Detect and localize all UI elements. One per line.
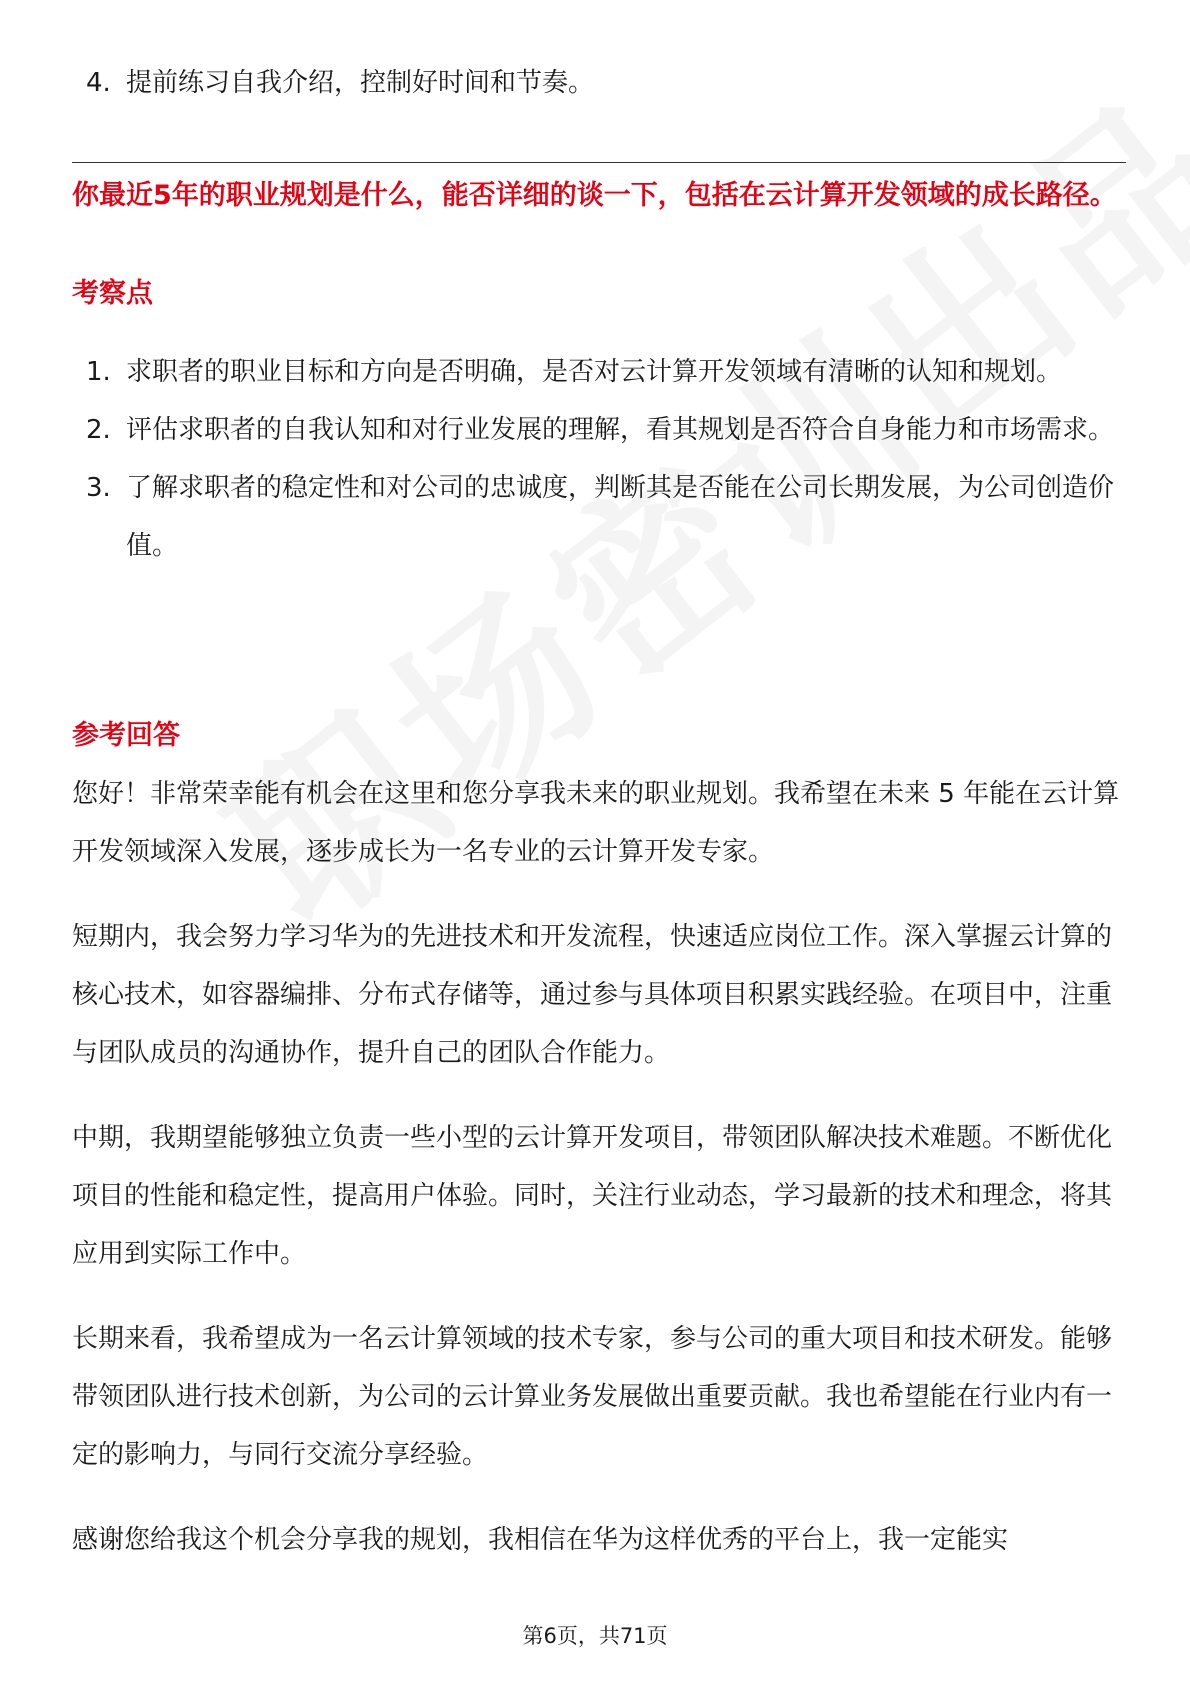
list-item: [72, 401, 1122, 459]
answer-paragraph: 感谢您给我这个机会分享我的规划，我相信在华为这样优秀的平台上，我一定能实: [72, 1525, 1009, 1555]
section-divider: [72, 162, 1126, 163]
list-item-text: 提前练习自我介绍，控制好时间和节奏。: [126, 68, 595, 98]
answer-paragraph: 长期来看，我希望成为一名云计算领域的技术专家，参与公司的重大项目和技术研发。能够带领团队进行技术创新，为公司的云计算业务发展做出重要贡献。我也希望能在行业内有一定的影响力，与同行交流分享经验。: [72, 1324, 1113, 1470]
list-item-number: 1.: [86, 357, 111, 387]
previous-list: [72, 54, 1122, 112]
page-number: 第6页，共71页: [522, 1624, 668, 1648]
list-item: [72, 459, 1122, 575]
list-item-number: 3.: [86, 473, 111, 503]
list-item-text: 求职者的职业目标和方向是否明确，是否对云计算开发领域有清晰的认知和规划。: [126, 357, 1063, 387]
points-list: [72, 343, 1122, 575]
list-item-text: 评估求职者的自我认知和对行业发展的理解，看其规划是否符合自身能力和市场需求。: [126, 415, 1115, 445]
answer-paragraph: 短期内，我会努力学习华为的先进技术和开发流程，快速适应岗位工作。深入掌握云计算的核心技术，如容器编排、分布式存储等，通过参与具体项目积累实践经验。在项目中，注重与团队成员的沟通协作，提升自己的团队合作能力。: [72, 922, 1113, 1068]
question-heading: 你最近5年的职业规划是什么，能否详细的谈一下，包括在云计算开发领域的成长路径。: [72, 180, 1117, 211]
list-item-number: 4.: [86, 68, 111, 98]
points-title: 考察点: [72, 278, 153, 309]
answer-title: 参考回答: [72, 720, 180, 751]
list-item: [72, 54, 1122, 112]
answer-paragraph: 中期，我期望能够独立负责一些小型的云计算开发项目，带领团队解决技术难题。不断优化项目的性能和稳定性，提高用户体验。同时，关注行业动态，学习最新的技术和理念，将其应用到实际工作中。: [72, 1123, 1113, 1269]
answer-paragraph: 您好！非常荣幸能有机会在这里和您分享我未来的职业规划。我希望在未来 5 年能在云计算开发领域深入发展，逐步成长为一名专业的云计算开发专家。: [72, 779, 1120, 867]
list-item-number: 2.: [86, 415, 111, 445]
list-item-text: 了解求职者的稳定性和对公司的忠诚度，判断其是否能在公司长期发展，为公司创造价值。: [126, 473, 1115, 561]
list-item: [72, 343, 1122, 401]
